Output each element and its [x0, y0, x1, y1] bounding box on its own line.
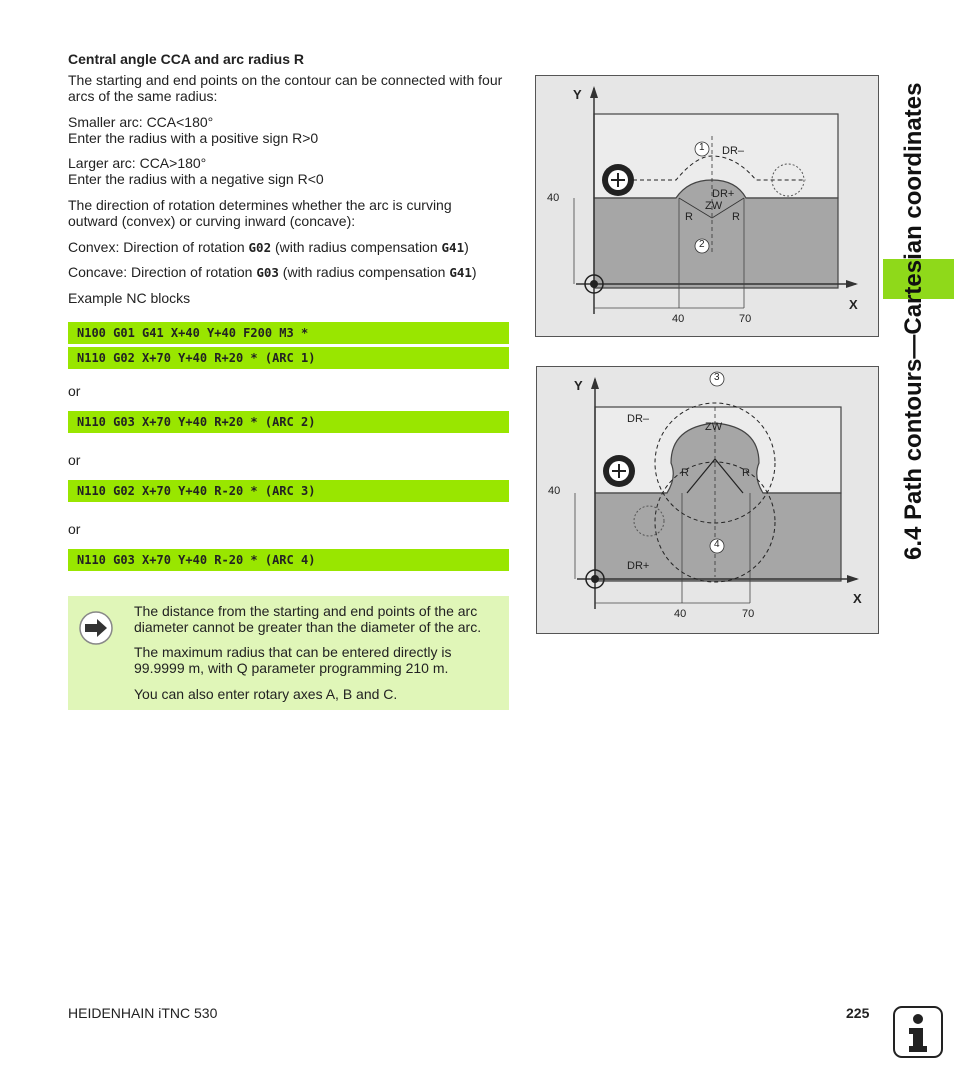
code-block-arc3: N110 G02 X+70 Y+40 R-20 * (ARC 3) [68, 480, 509, 502]
fig1-zw-label: ZW [705, 200, 723, 212]
note-line-2: diameter cannot be greater than the diameter of the arc. [134, 619, 482, 635]
figure-convex-arcs [535, 75, 879, 337]
info-icon [893, 1006, 943, 1063]
or-label: or [68, 521, 81, 537]
direction-line-2: outward (convex) or curving inward (concave): [68, 213, 356, 229]
fig2-dr-minus-label: DR– [627, 413, 650, 425]
fig2-x-tick-40: 40 [674, 608, 687, 620]
code-block-arc1: N110 G02 X+70 Y+40 R+20 * (ARC 1) [68, 347, 509, 369]
convex-line [68, 239, 469, 256]
fig1-dr-minus-label: DR– [722, 145, 745, 157]
or-label: or [68, 452, 81, 468]
smaller-arc-line-2: Enter the radius with a positive sign R>0 [68, 130, 319, 146]
section-heading: Central angle CCA and arc radius R [68, 51, 304, 67]
concave-middle: (with radius compensation [278, 264, 450, 280]
fig1-x-tick-40: 40 [672, 313, 685, 325]
note-line-1: The distance from the starting and end points of the arc [134, 603, 478, 619]
fig2-dr-plus-label: DR+ [627, 560, 650, 572]
code-block-arc4: N110 G03 X+70 Y+40 R-20 * (ARC 4) [68, 549, 509, 571]
convex-code-g41: G41 [441, 240, 465, 255]
fig1-y-axis-label: Y [573, 87, 582, 102]
smaller-arc-line-1: Smaller arc: CCA<180° [68, 114, 214, 130]
concave-code-g03: G03 [256, 265, 279, 280]
fig1-x-tick-70: 70 [739, 313, 752, 325]
fig1-x-axis-label: X [849, 297, 858, 312]
intro-line-1: The starting and end points on the contour can be connected with four [68, 72, 503, 88]
concave-suffix: ) [471, 264, 477, 280]
fig2-marker-4: 4 [714, 539, 720, 550]
convex-code-g02: G02 [248, 240, 272, 255]
fig1-dr-plus-label: DR+ [712, 188, 735, 200]
note-line-3: The maximum radius that can be entered directly is [134, 644, 452, 660]
larger-arc-line-2: Enter the radius with a negative sign R<0 [68, 171, 324, 187]
fig1-marker-1: 1 [699, 142, 705, 153]
chapter-side-title: 6.4 Path contours—Cartesian coordinates [900, 82, 927, 560]
convex-middle: (with radius compensation [271, 239, 442, 255]
convex-suffix: ) [464, 239, 469, 255]
fig1-r-right-label: R [732, 211, 740, 223]
fig2-y-axis-label: Y [574, 378, 583, 393]
arrow-right-icon [78, 610, 114, 651]
fig1-marker-2: 2 [699, 239, 705, 250]
or-label: or [68, 383, 81, 399]
code-block-arc2: N110 G03 X+70 Y+40 R+20 * (ARC 2) [68, 411, 509, 433]
intro-line-2: arcs of the same radius: [68, 88, 218, 104]
direction-line-1: The direction of rotation determines whether the arc is curving [68, 197, 452, 213]
note-line-5: You can also enter rotary axes A, B and C. [134, 686, 398, 702]
concave-line [68, 264, 477, 281]
fig2-r-left-label: R [681, 467, 689, 479]
fig2-x-tick-70: 70 [742, 608, 755, 620]
fig2-zw-label: ZW [705, 421, 723, 433]
fig2-x-axis-label: X [853, 591, 862, 606]
fig2-y-tick-40: 40 [548, 485, 561, 497]
fig2-r-right-label: R [742, 467, 750, 479]
figure-concave-arcs [536, 366, 879, 634]
footer-product: HEIDENHAIN iTNC 530 [68, 1005, 218, 1021]
larger-arc-line-1: Larger arc: CCA>180° [68, 155, 207, 171]
convex-prefix: Convex: Direction of rotation [68, 239, 249, 255]
fig1-y-tick-40: 40 [547, 192, 560, 204]
concave-code-g41: G41 [449, 265, 472, 280]
example-label: Example NC blocks [68, 290, 191, 306]
fig1-r-left-label: R [685, 211, 693, 223]
concave-prefix: Concave: Direction of rotation [68, 264, 257, 280]
note-line-4: 99.9999 m, with Q parameter programming 210 m. [134, 660, 449, 676]
fig2-marker-3: 3 [714, 372, 720, 383]
page-number: 225 [846, 1005, 870, 1021]
code-block-n100: N100 G01 G41 X+40 Y+40 F200 M3 * [68, 322, 509, 344]
